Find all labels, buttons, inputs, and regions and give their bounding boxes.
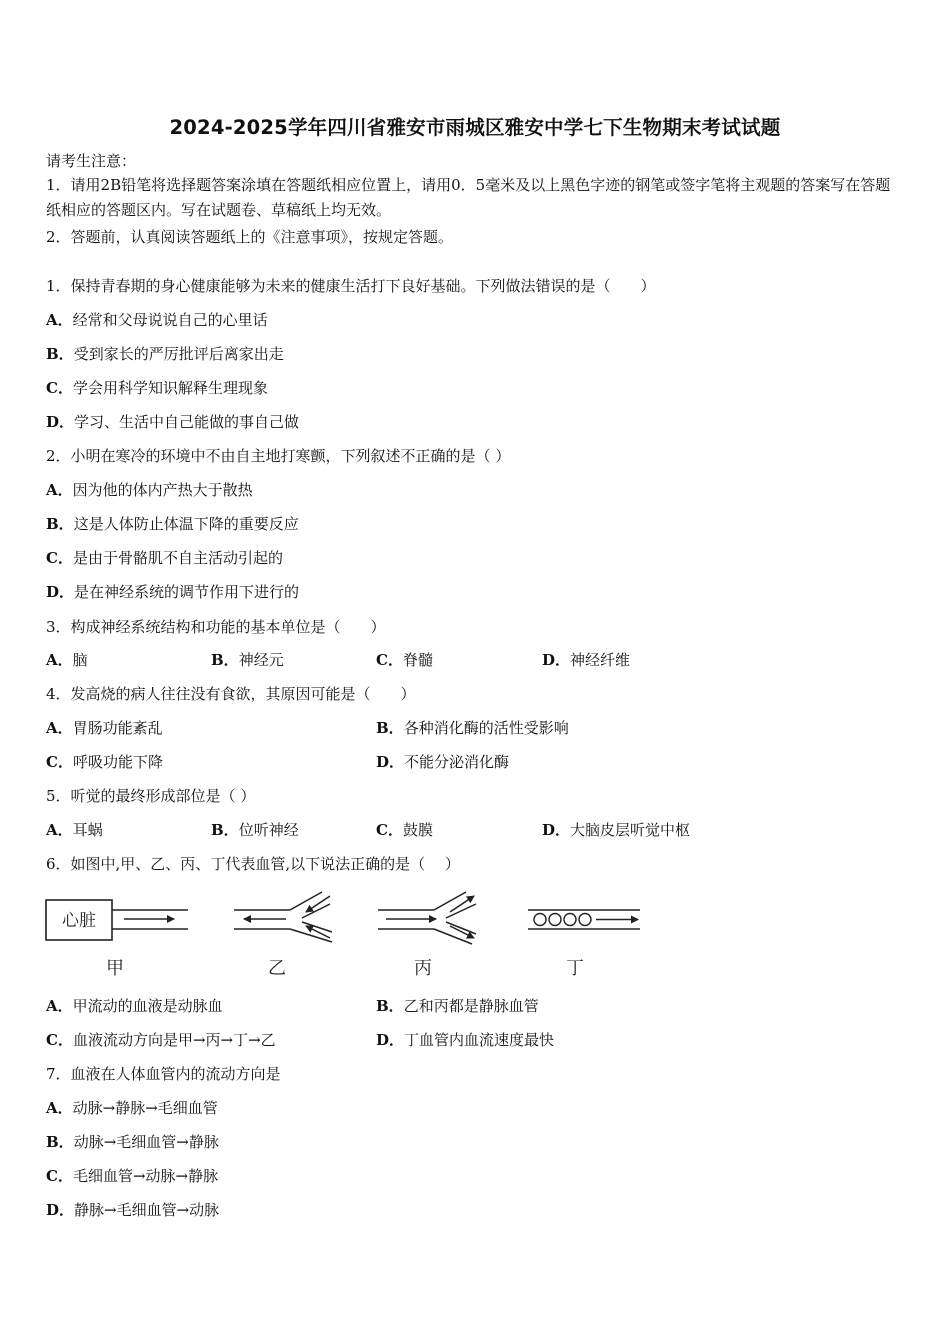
vessel-bing: [378, 892, 476, 944]
option-text: 受到家长的严厉批评后离家出走: [73, 345, 284, 363]
blood-cell: [534, 914, 546, 926]
option-text: 学习、生活中自己能做的事自己做: [74, 413, 300, 431]
vessel-jia: [46, 900, 188, 940]
option-letter: A．: [46, 719, 73, 737]
option-text: 神经元: [238, 651, 284, 669]
question-4-option-a[interactable]: [46, 718, 163, 738]
blood-cell: [579, 914, 591, 926]
question-7-stem: 7．血液在人体血管内的流动方向是: [46, 1065, 281, 1083]
question-1-option-c[interactable]: [46, 378, 268, 398]
label-ding: 丁: [566, 958, 584, 979]
question-5-option-b[interactable]: [211, 820, 299, 840]
option-text: 是由于骨骼肌不自主活动引起的: [72, 549, 283, 567]
question-6-option-d[interactable]: [376, 1030, 554, 1050]
option-text: 学会用科学知识解释生理现象: [72, 379, 268, 397]
option-letter: A．: [46, 997, 73, 1015]
option-text: 丁血管内血流速度最快: [404, 1031, 555, 1049]
option-text: 神经纤维: [570, 651, 631, 669]
question-1-option-b[interactable]: [46, 344, 284, 364]
option-text: 胃肠功能紊乱: [72, 719, 163, 737]
option-text: 脊髓: [402, 651, 433, 669]
option-text: 甲流动的血液是动脉血: [72, 997, 223, 1015]
option-letter: D．: [46, 1201, 75, 1219]
vessel-yi: [234, 892, 332, 942]
question-5-option-c[interactable]: [376, 820, 433, 840]
option-letter: D．: [376, 753, 405, 771]
blood-cell: [549, 914, 561, 926]
question-6-option-c[interactable]: [46, 1030, 276, 1050]
question-5-stem: 5．听觉的最终形成部位是（ ）: [46, 787, 256, 805]
question-3-stem: 3．构成神经系统结构和功能的基本单位是（ ）: [46, 618, 386, 636]
blood-vessel-figure: [40, 884, 660, 984]
question-1-stem: 1．保持青春期的身心健康能够为未来的健康生活打下良好基础。下列做法错误的是（ ）: [46, 277, 656, 295]
question-4-option-b[interactable]: [376, 718, 569, 738]
notice-heading: 请考生注意：: [46, 152, 137, 170]
option-letter: A．: [46, 821, 73, 839]
option-text: 各种消化酶的活性受影响: [403, 719, 569, 737]
option-text: 静脉→毛细血管→动脉: [74, 1201, 220, 1219]
option-letter: D．: [46, 413, 75, 431]
question-4-option-d[interactable]: [376, 752, 509, 772]
label-jia: 甲: [106, 958, 124, 979]
question-2-stem: 2．小明在寒冷的环境中不由自主地打寒颤，下列叙述不正确的是（ ）: [46, 447, 511, 465]
option-text: 耳蜗: [72, 821, 103, 839]
option-letter: A．: [46, 311, 73, 329]
option-letter: C．: [376, 651, 403, 669]
option-letter: D．: [542, 821, 571, 839]
notice-item-2: 2．答题前，认真阅读答题纸上的《注意事项》，按规定答题。: [46, 228, 454, 246]
vessel-ding: [528, 910, 640, 929]
question-4-option-c[interactable]: [46, 752, 163, 772]
option-letter: C．: [376, 821, 403, 839]
option-text: 乙和丙都是静脉血管: [403, 997, 539, 1015]
option-text: 毛细血管→动脉→静脉: [72, 1167, 219, 1185]
option-letter: C．: [46, 1031, 73, 1049]
option-letter: A．: [46, 1099, 73, 1117]
option-letter: A．: [46, 651, 73, 669]
option-text: 动脉→静脉→毛细血管: [72, 1099, 218, 1117]
option-letter: C．: [46, 549, 73, 567]
option-text: 血液流动方向是甲→丙→丁→乙: [72, 1031, 276, 1049]
page-title: 2024-2025学年四川省雅安市雨城区雅安中学七下生物期末考试试题: [169, 116, 781, 139]
question-6-stem: 6．如图中,甲、乙、丙、丁代表血管,以下说法正确的是（ ）: [46, 855, 460, 873]
question-7-option-a[interactable]: [46, 1098, 218, 1118]
question-3-option-d[interactable]: [542, 650, 630, 670]
option-letter: B．: [376, 719, 404, 737]
option-letter: C．: [46, 753, 73, 771]
option-letter: B．: [46, 515, 74, 533]
question-1-option-d[interactable]: [46, 412, 299, 432]
option-letter: B．: [211, 821, 239, 839]
question-3-option-b[interactable]: [211, 650, 284, 670]
heart-label: 心脏: [62, 911, 96, 931]
blood-vessel-diagram: [40, 884, 660, 984]
option-text: 大脑皮层听觉中枢: [570, 821, 691, 839]
question-2-option-a[interactable]: [46, 480, 253, 500]
option-text: 是在神经系统的调节作用下进行的: [74, 583, 300, 601]
label-bing: 丙: [414, 958, 432, 979]
option-letter: D．: [46, 583, 75, 601]
question-3-option-c[interactable]: [376, 650, 433, 670]
question-2-option-c[interactable]: [46, 548, 283, 568]
question-2-option-b[interactable]: [46, 514, 299, 534]
notice-item-1: 1．请用2B铅笔将选择题答案涂填在答题纸相应位置上，请用0．5毫米及以上黑色字迹的钢笔或签字笔将主观题的答案写在答题纸相应的答题区内。写在试题卷、草稿纸上均无效。: [46, 176, 891, 219]
question-5-option-d[interactable]: [542, 820, 690, 840]
blood-cell: [564, 914, 576, 926]
question-6-option-a[interactable]: [46, 996, 223, 1016]
question-7-option-d[interactable]: [46, 1200, 219, 1220]
option-letter: C．: [46, 379, 73, 397]
option-text: 动脉→毛细血管→静脉: [73, 1133, 219, 1151]
option-text: 经常和父母说说自己的心里话: [72, 311, 268, 329]
option-letter: B．: [211, 651, 239, 669]
question-5-option-a[interactable]: [46, 820, 103, 840]
option-letter: C．: [46, 1167, 73, 1185]
question-6-option-b[interactable]: [376, 996, 539, 1016]
option-text: 这是人体防止体温下降的重要反应: [73, 515, 299, 533]
option-text: 因为他的体内产热大于散热: [72, 481, 253, 499]
option-letter: B．: [46, 345, 74, 363]
option-text: 不能分泌消化酶: [404, 753, 510, 771]
option-text: 鼓膜: [402, 821, 433, 839]
option-letter: D．: [376, 1031, 405, 1049]
option-letter: B．: [46, 1133, 74, 1151]
option-text: 位听神经: [238, 821, 299, 839]
question-7-option-c[interactable]: [46, 1166, 218, 1186]
option-letter: B．: [376, 997, 404, 1015]
option-letter: A．: [46, 481, 73, 499]
question-2-option-d[interactable]: [46, 582, 299, 602]
question-4-stem: 4．发高烧的病人往往没有食欲，其原因可能是（ ）: [46, 685, 416, 703]
question-3-option-a[interactable]: [46, 650, 88, 670]
question-7-option-b[interactable]: [46, 1132, 219, 1152]
label-yi: 乙: [268, 958, 286, 979]
option-text: 呼吸功能下降: [72, 753, 163, 771]
question-1-option-a[interactable]: [46, 310, 268, 330]
option-text: 脑: [72, 651, 88, 669]
option-letter: D．: [542, 651, 571, 669]
